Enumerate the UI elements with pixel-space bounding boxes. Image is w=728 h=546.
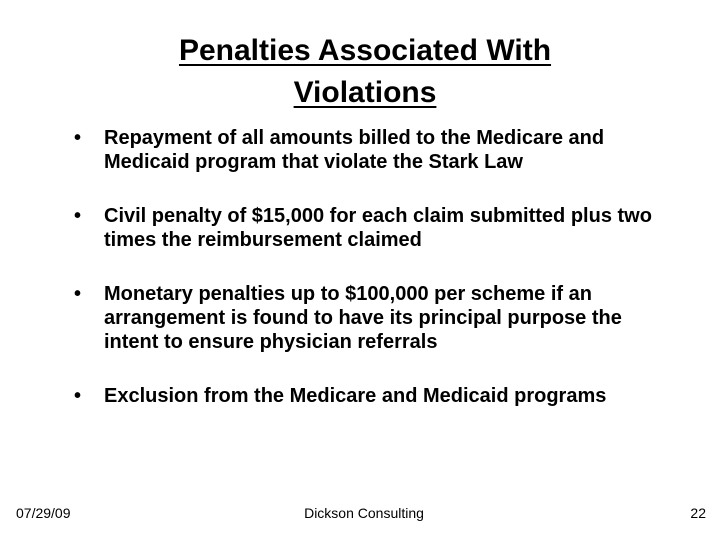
bullet-list (74, 126, 674, 438)
bullet-text: Civil penalty of $15,000 for each claim submitted plus two times the reimbursement claimed (104, 205, 652, 251)
slide-title-line-2: Violations (293, 76, 437, 109)
slide-title (100, 30, 630, 114)
slide-title-line-1: Penalties Associated With (178, 34, 552, 67)
footer-organization: Dickson Consulting (304, 505, 424, 521)
footer-page-number: 22 (690, 505, 706, 521)
bullet-item (74, 204, 674, 252)
bullet-dot-icon: • (74, 205, 82, 227)
bullet-item (74, 384, 674, 408)
bullet-dot-icon: • (74, 127, 82, 149)
bullet-text: Monetary penalties up to $100,000 per scheme if an arrangement is found to have its principal purpose the intent to ensure physician referrals (104, 283, 622, 353)
bullet-text: Repayment of all amounts billed to the Medicare and Medicaid program that violate the Stark Law (104, 127, 605, 173)
footer-date: 07/29/09 (16, 505, 71, 521)
bullet-text: Exclusion from the Medicare and Medicaid programs (104, 385, 607, 407)
bullet-item (74, 126, 674, 174)
bullet-item (74, 282, 674, 354)
bullet-dot-icon: • (74, 283, 82, 305)
bullet-dot-icon: • (74, 385, 82, 407)
